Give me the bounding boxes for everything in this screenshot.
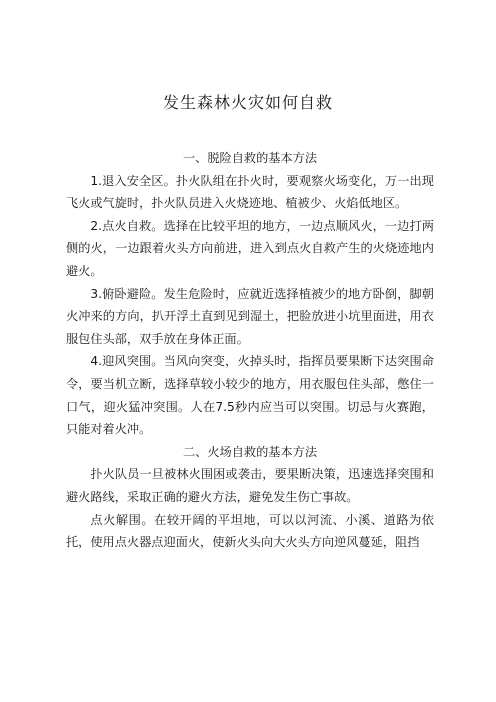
section-heading-2: 二、火场自救的基本方法 — [182, 444, 318, 459]
document-title: 发生森林火灾如何自救 — [162, 93, 333, 112]
document-body — [66, 147, 434, 554]
paragraph-breakout-upwind: 4.迎风突围。当风向突变，火掉头时，指挥员要果断下达突围命令，要当机立断，选择草较小较少的地方，用衣服包住头部，憋住一口气，迎火猛冲突围。人在7.5秒内应当可以突围。切忌与火赛跑，只能对着火冲。 — [66, 354, 434, 437]
paragraph-when-trapped: 扑火队员一旦被林火围困或袭击，要果断决策，迅速选择突围和避火路线，采取正确的避火方法，避免发生伤亡事故。 — [66, 467, 434, 504]
section-heading-1: 一、脱险自救的基本方法 — [182, 151, 318, 165]
paragraph-lie-prone: 3.俯卧避险。发生危险时，应就近选择植被少的地方卧倒，脚朝火冲来的方向，扒开浮土直到见到湿土，把脸放进小坑里面进，用衣服包住头部，双手放在身体正面。 — [66, 286, 434, 346]
paragraph-counter-fire: 点火解围。在较开阔的平坦地，可以以河流、小溪、道路为依托，使用点火器点迎面火，使新火头向大火头方向逆风蔓延，阻挡 — [66, 512, 434, 550]
paragraph-retreat-safe-zone: 1.退入安全区。扑火队组在扑火时，要观察火场变化，万一出现飞火或气旋时，扑火队员进入火烧迹地、植被少、火焰低地区。 — [66, 173, 434, 211]
paragraph-fire-self-rescue: 2.点火自救。选择在比较平坦的地方，一边点顺风火，一边打两侧的火，一边跟着火头方向前进，进入到点火自救产生的火烧迹地内避火。 — [66, 218, 434, 278]
